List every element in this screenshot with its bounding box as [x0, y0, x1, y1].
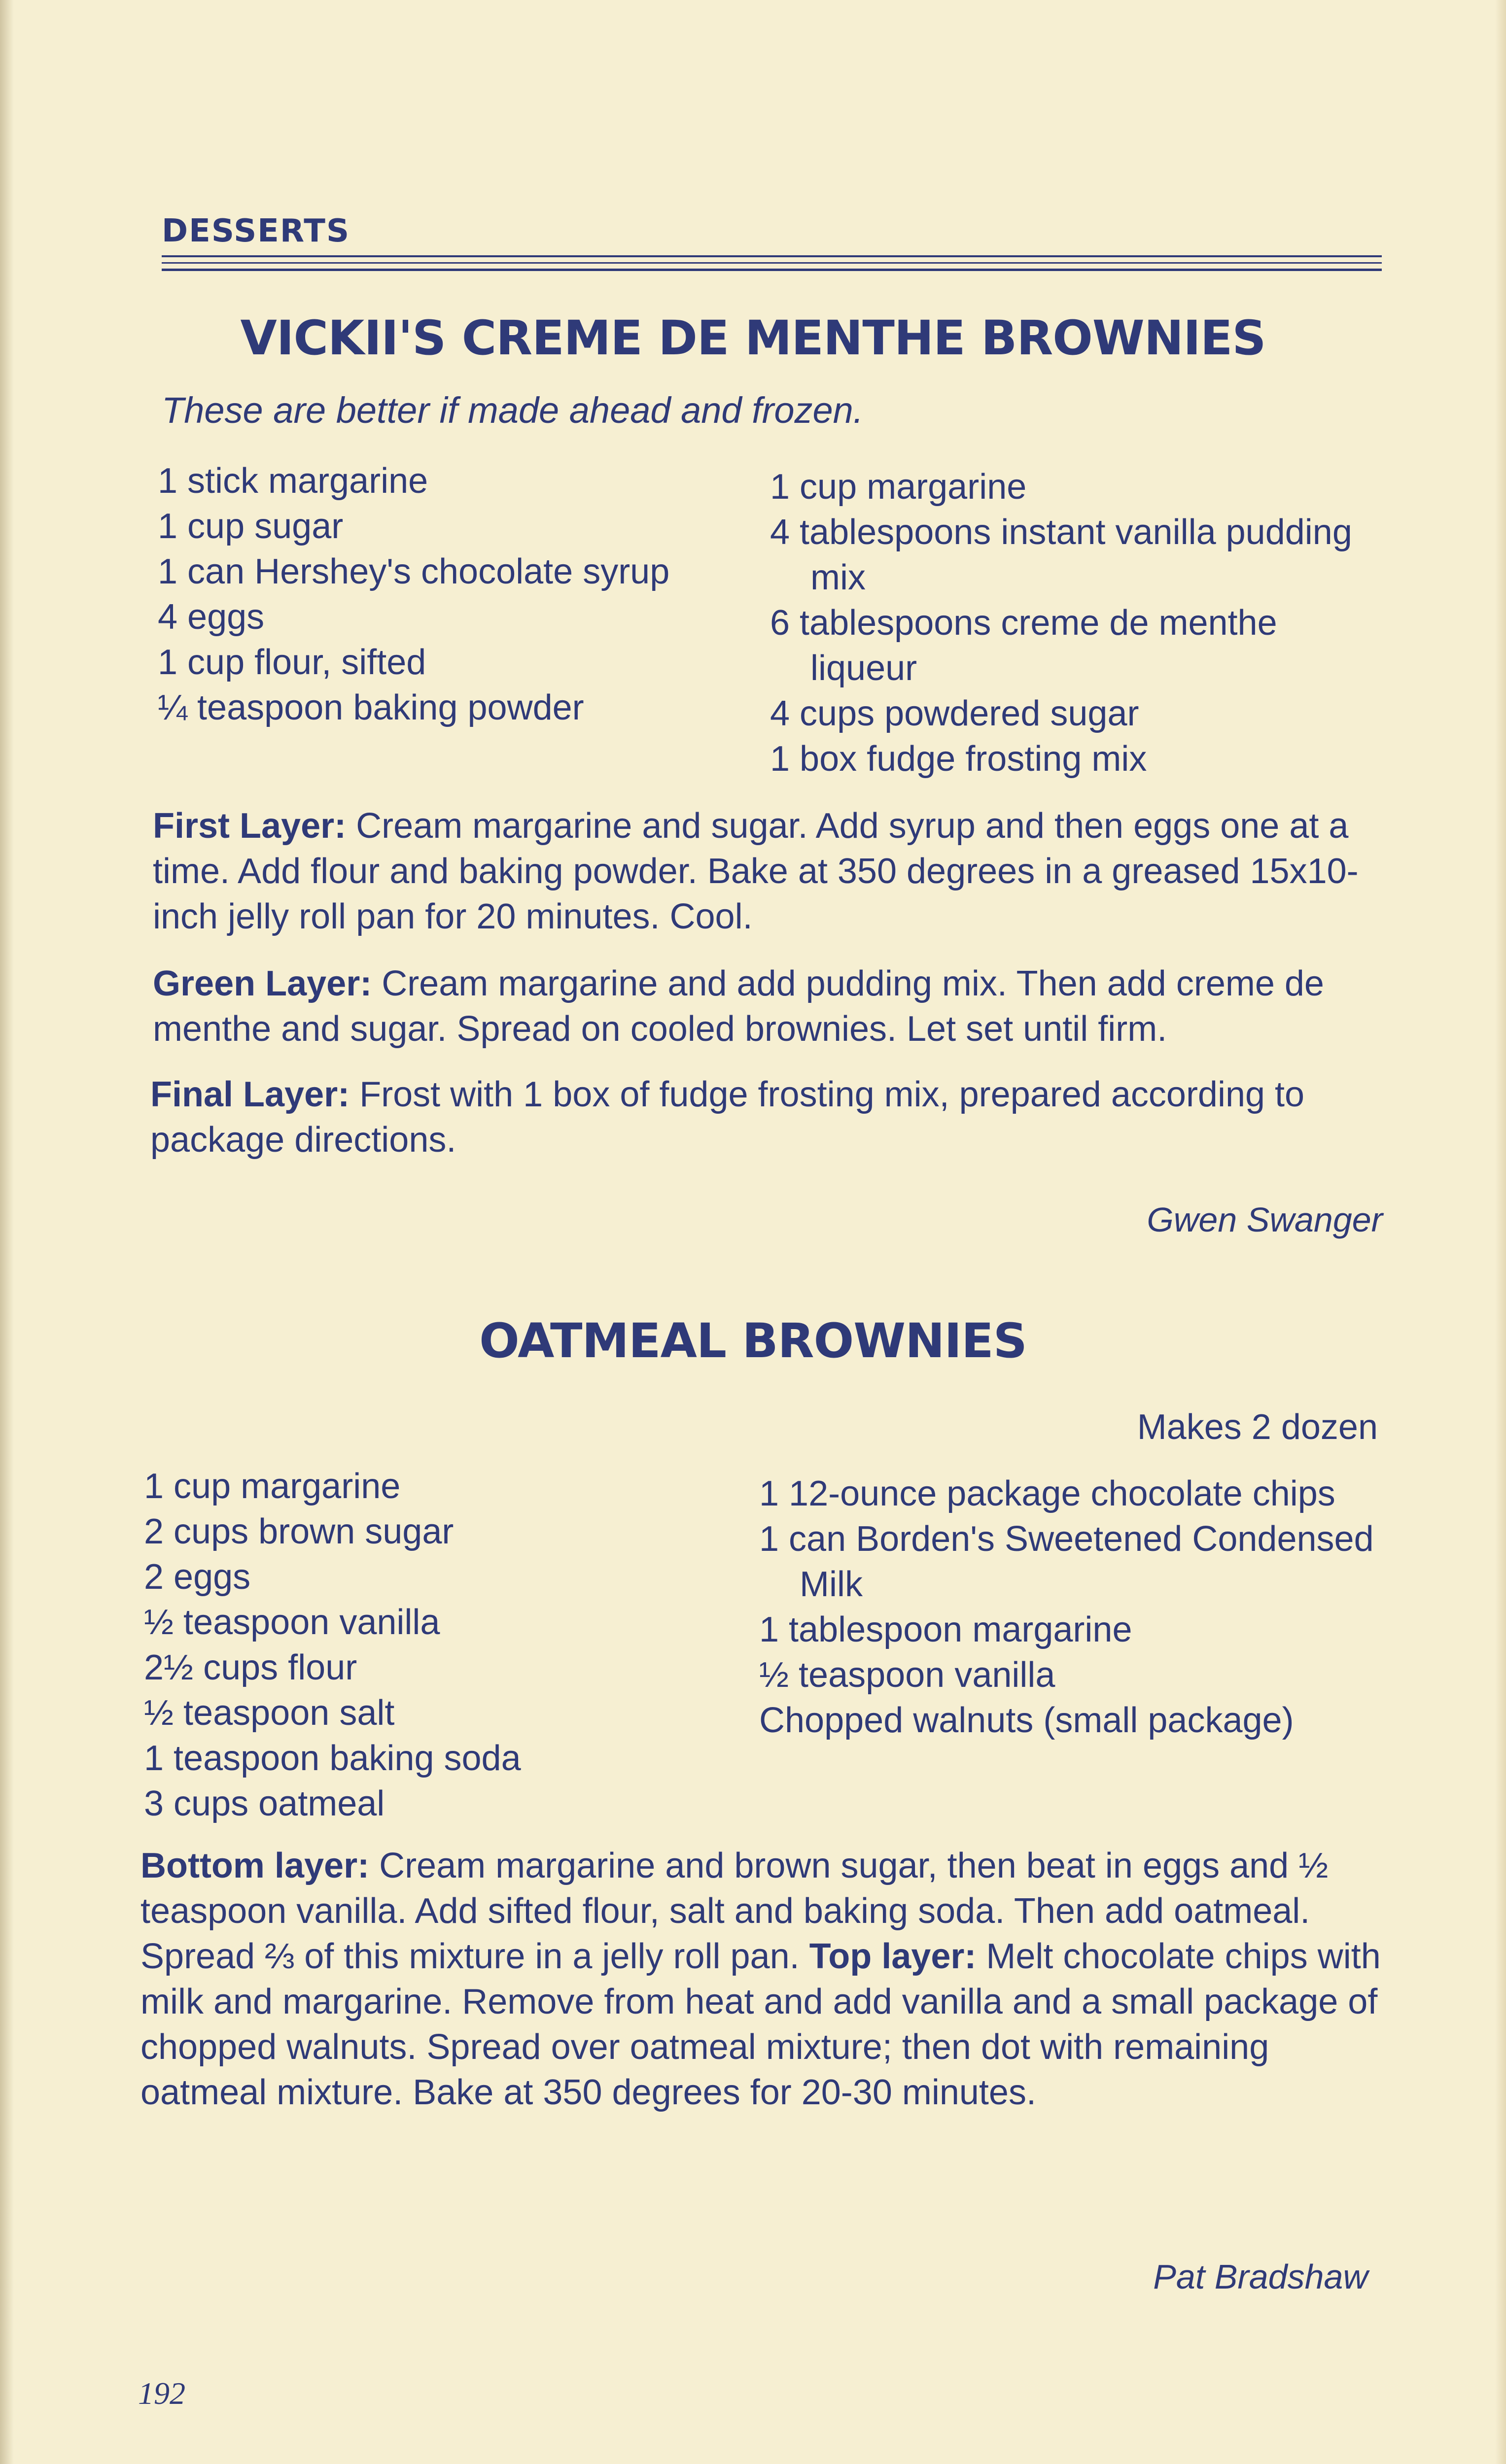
step-label: Top layer:: [809, 1937, 977, 1976]
step-label: Final Layer:: [150, 1075, 350, 1114]
page-right-edge: [1495, 0, 1506, 2464]
recipe-title: OATMEAL BROWNIES: [479, 1313, 1027, 1369]
step-label: First Layer:: [153, 806, 347, 846]
step-text: Melt chocolate chips with milk and margarine. Remove from heat and add vanilla and a small package of chopped walnuts. Spread over oatmeal mixture; then dot with remaining oatmeal mixture. Bake at 350 degrees for 20-30 minutes.: [140, 1937, 1381, 2112]
recipe-intro: These are better if made ahead and frozen.: [162, 390, 864, 431]
step-text: Cream margarine and brown sugar, then beat in eggs and ½ teaspoon vanilla. Add sifted flour, salt and baking soda. Then add oatmeal. Spread ⅔ of this mixture in a jelly roll pan.: [140, 1846, 1329, 1976]
ingredient-list-left: [158, 458, 789, 730]
step-text: Frost with 1 box of fudge frosting mix, prepared according to package directions.: [150, 1075, 1305, 1160]
ingredient: 2 cups brown sugar: [144, 1512, 454, 1551]
ingredient: 1 box fudge frosting mix: [770, 739, 1147, 779]
page-number: 192: [138, 2376, 185, 2411]
instruction-paragraph: [153, 961, 1395, 1052]
recipe-title: VICKII'S CREME DE MENTHE BROWNIES: [240, 310, 1266, 366]
recipe-yield: Makes 2 dozen: [1137, 1407, 1378, 1447]
ingredient: 3 cups oatmeal: [144, 1784, 385, 1823]
instruction-paragraph: [150, 1072, 1393, 1163]
contributor-name: Pat Bradshaw: [1153, 2258, 1368, 2296]
ingredient-list-left: [144, 1464, 775, 1826]
ingredient: 6 tablespoons creme de menthe liqueur: [770, 603, 1277, 688]
ingredient: 1 teaspoon baking soda: [144, 1739, 521, 1778]
header-rule: [162, 262, 1382, 264]
header-rule: [162, 255, 1382, 257]
ingredient: 1 tablespoon margarine: [759, 1610, 1132, 1649]
ingredient: ¼ teaspoon baking powder: [158, 688, 584, 727]
ingredient: 1 stick margarine: [158, 461, 428, 501]
instruction-paragraph: [153, 803, 1395, 939]
ingredient-list-right: [759, 1471, 1400, 1743]
ingredient: 1 cup flour, sifted: [158, 643, 426, 682]
step-label: Bottom layer:: [140, 1846, 370, 1885]
contributor-name: Gwen Swanger: [1147, 1200, 1383, 1239]
step-text: Cream margarine and add pudding mix. Then add creme de menthe and sugar. Spread on cooled brownies. Let set until firm.: [153, 964, 1324, 1049]
ingredient-list-right: [770, 464, 1391, 782]
section-header: DESSERTS: [162, 213, 350, 249]
ingredient: ½ teaspoon vanilla: [144, 1603, 440, 1642]
instruction-paragraph: [140, 1843, 1393, 2115]
ingredient: 2½ cups flour: [144, 1648, 357, 1687]
step-text: Cream margarine and sugar. Add syrup and then eggs one at a time. Add flour and baking powder. Bake at 350 degrees in a greased 15x10-inch jelly roll pan for 20 minutes. Cool.: [153, 806, 1359, 936]
ingredient: 1 can Borden's Sweetened Condensed Milk: [759, 1519, 1374, 1604]
ingredient: 1 cup sugar: [158, 507, 344, 546]
header-rule: [162, 269, 1382, 271]
ingredient: 2 eggs: [144, 1557, 251, 1597]
ingredient: 1 cup margarine: [770, 467, 1027, 507]
ingredient: ½ teaspoon salt: [144, 1693, 395, 1733]
step-label: Green Layer:: [153, 964, 372, 1003]
ingredient: 4 eggs: [158, 597, 265, 637]
ingredient: 1 cup margarine: [144, 1467, 401, 1506]
ingredient: 4 tablespoons instant vanilla pudding mix: [770, 513, 1352, 597]
ingredient: 1 12-ounce package chocolate chips: [759, 1474, 1335, 1513]
ingredient: ½ teaspoon vanilla: [759, 1655, 1055, 1695]
ingredient: Chopped walnuts (small package): [759, 1701, 1294, 1740]
ingredient: 1 can Hershey's chocolate syrup: [158, 552, 670, 591]
ingredient: 4 cups powdered sugar: [770, 694, 1139, 733]
page-gutter-shadow: [0, 0, 14, 2464]
